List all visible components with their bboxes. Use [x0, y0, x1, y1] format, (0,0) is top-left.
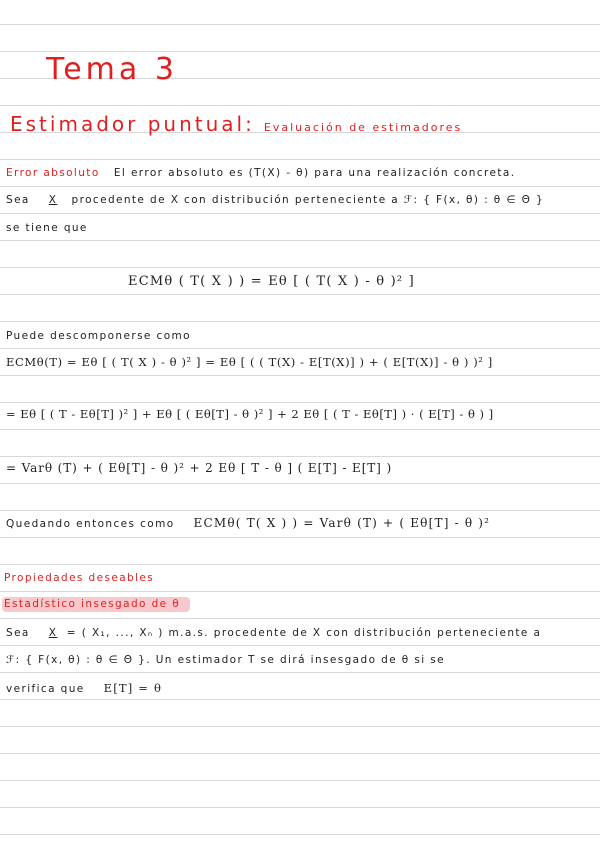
- sample-vector-x-2: X: [48, 627, 58, 639]
- sea-word: Sea: [6, 194, 30, 206]
- equation-line-3: = Varθ (T) + ( Eθ[T] - θ )² + 2 Eθ [ T - θ ] ( E[T] - E[T] ): [6, 461, 393, 475]
- paragraph-sea-x: [6, 194, 544, 206]
- highlight-insesgado: Estadístico insesgado de θ: [2, 597, 190, 612]
- distribution-text: procedente de X con distribución perteneciente a ℱ: { F(x, θ) : θ ∈ Θ }: [71, 194, 545, 206]
- section-heading: [10, 112, 462, 136]
- equation-line-1: ECMθ(T) = Eθ [ ( T( X ) - θ )² ] = Eθ [ ( ( T(X) - E[T(X)] ) + ( E[T(X)] - θ ) )² ]: [6, 355, 493, 369]
- error-definition-text: El error absoluto es (T(X) - θ) para una realización concreta.: [113, 167, 516, 179]
- paragraph-verifica: [6, 681, 162, 695]
- paragraph-quedando: [6, 516, 490, 530]
- equation-ecm-result: ECMθ( T( X ) ) = Varθ (T) + ( Eθ[T] - θ )²: [193, 516, 491, 530]
- subsection-propiedades: Propiedades deseables: [4, 572, 155, 584]
- page-title: Tema 3: [46, 52, 178, 87]
- equation-ecm-definition: ECMθ ( T( X ) ) = Eθ [ ( T( X ) - θ )² ]: [128, 274, 415, 289]
- equation-line-2: = Eθ [ ( T - Eθ[T] )² ] + Eθ [ ( Eθ[T] - θ )² ] + 2 Eθ [ ( T - Eθ[T] ) · ( E[T] - θ ) ]: [6, 407, 494, 421]
- paragraph-se-tiene: se tiene que: [6, 222, 88, 234]
- paragraph-descomponerse: Puede descomponerse como: [6, 330, 191, 342]
- heading-main: Estimador puntual:: [10, 112, 255, 136]
- sea-word-2: Sea: [6, 627, 30, 639]
- sample-vector-x: X: [48, 194, 58, 206]
- highlighted-term: [2, 598, 190, 610]
- paragraph-estimador-insesgado: ℱ: { F(x, θ) : θ ∈ Θ }. Un estimador T se dirá insesgado de θ si se: [6, 654, 446, 666]
- term-error-absoluto: Error absoluto: [6, 167, 100, 179]
- heading-sub: Evaluación de estimadores: [263, 121, 463, 134]
- verifica-text: verifica que: [6, 683, 85, 695]
- equation-unbiased: E[T] = θ: [103, 681, 163, 695]
- paragraph-error-absoluto: [6, 167, 515, 179]
- sample-definition-text: = ( X₁, ..., Xₙ ) m.a.s. procedente de X con distribución perteneciente a: [66, 627, 542, 639]
- quedando-text: Quedando entonces como: [6, 518, 175, 530]
- paragraph-sea-muestra: [6, 627, 541, 639]
